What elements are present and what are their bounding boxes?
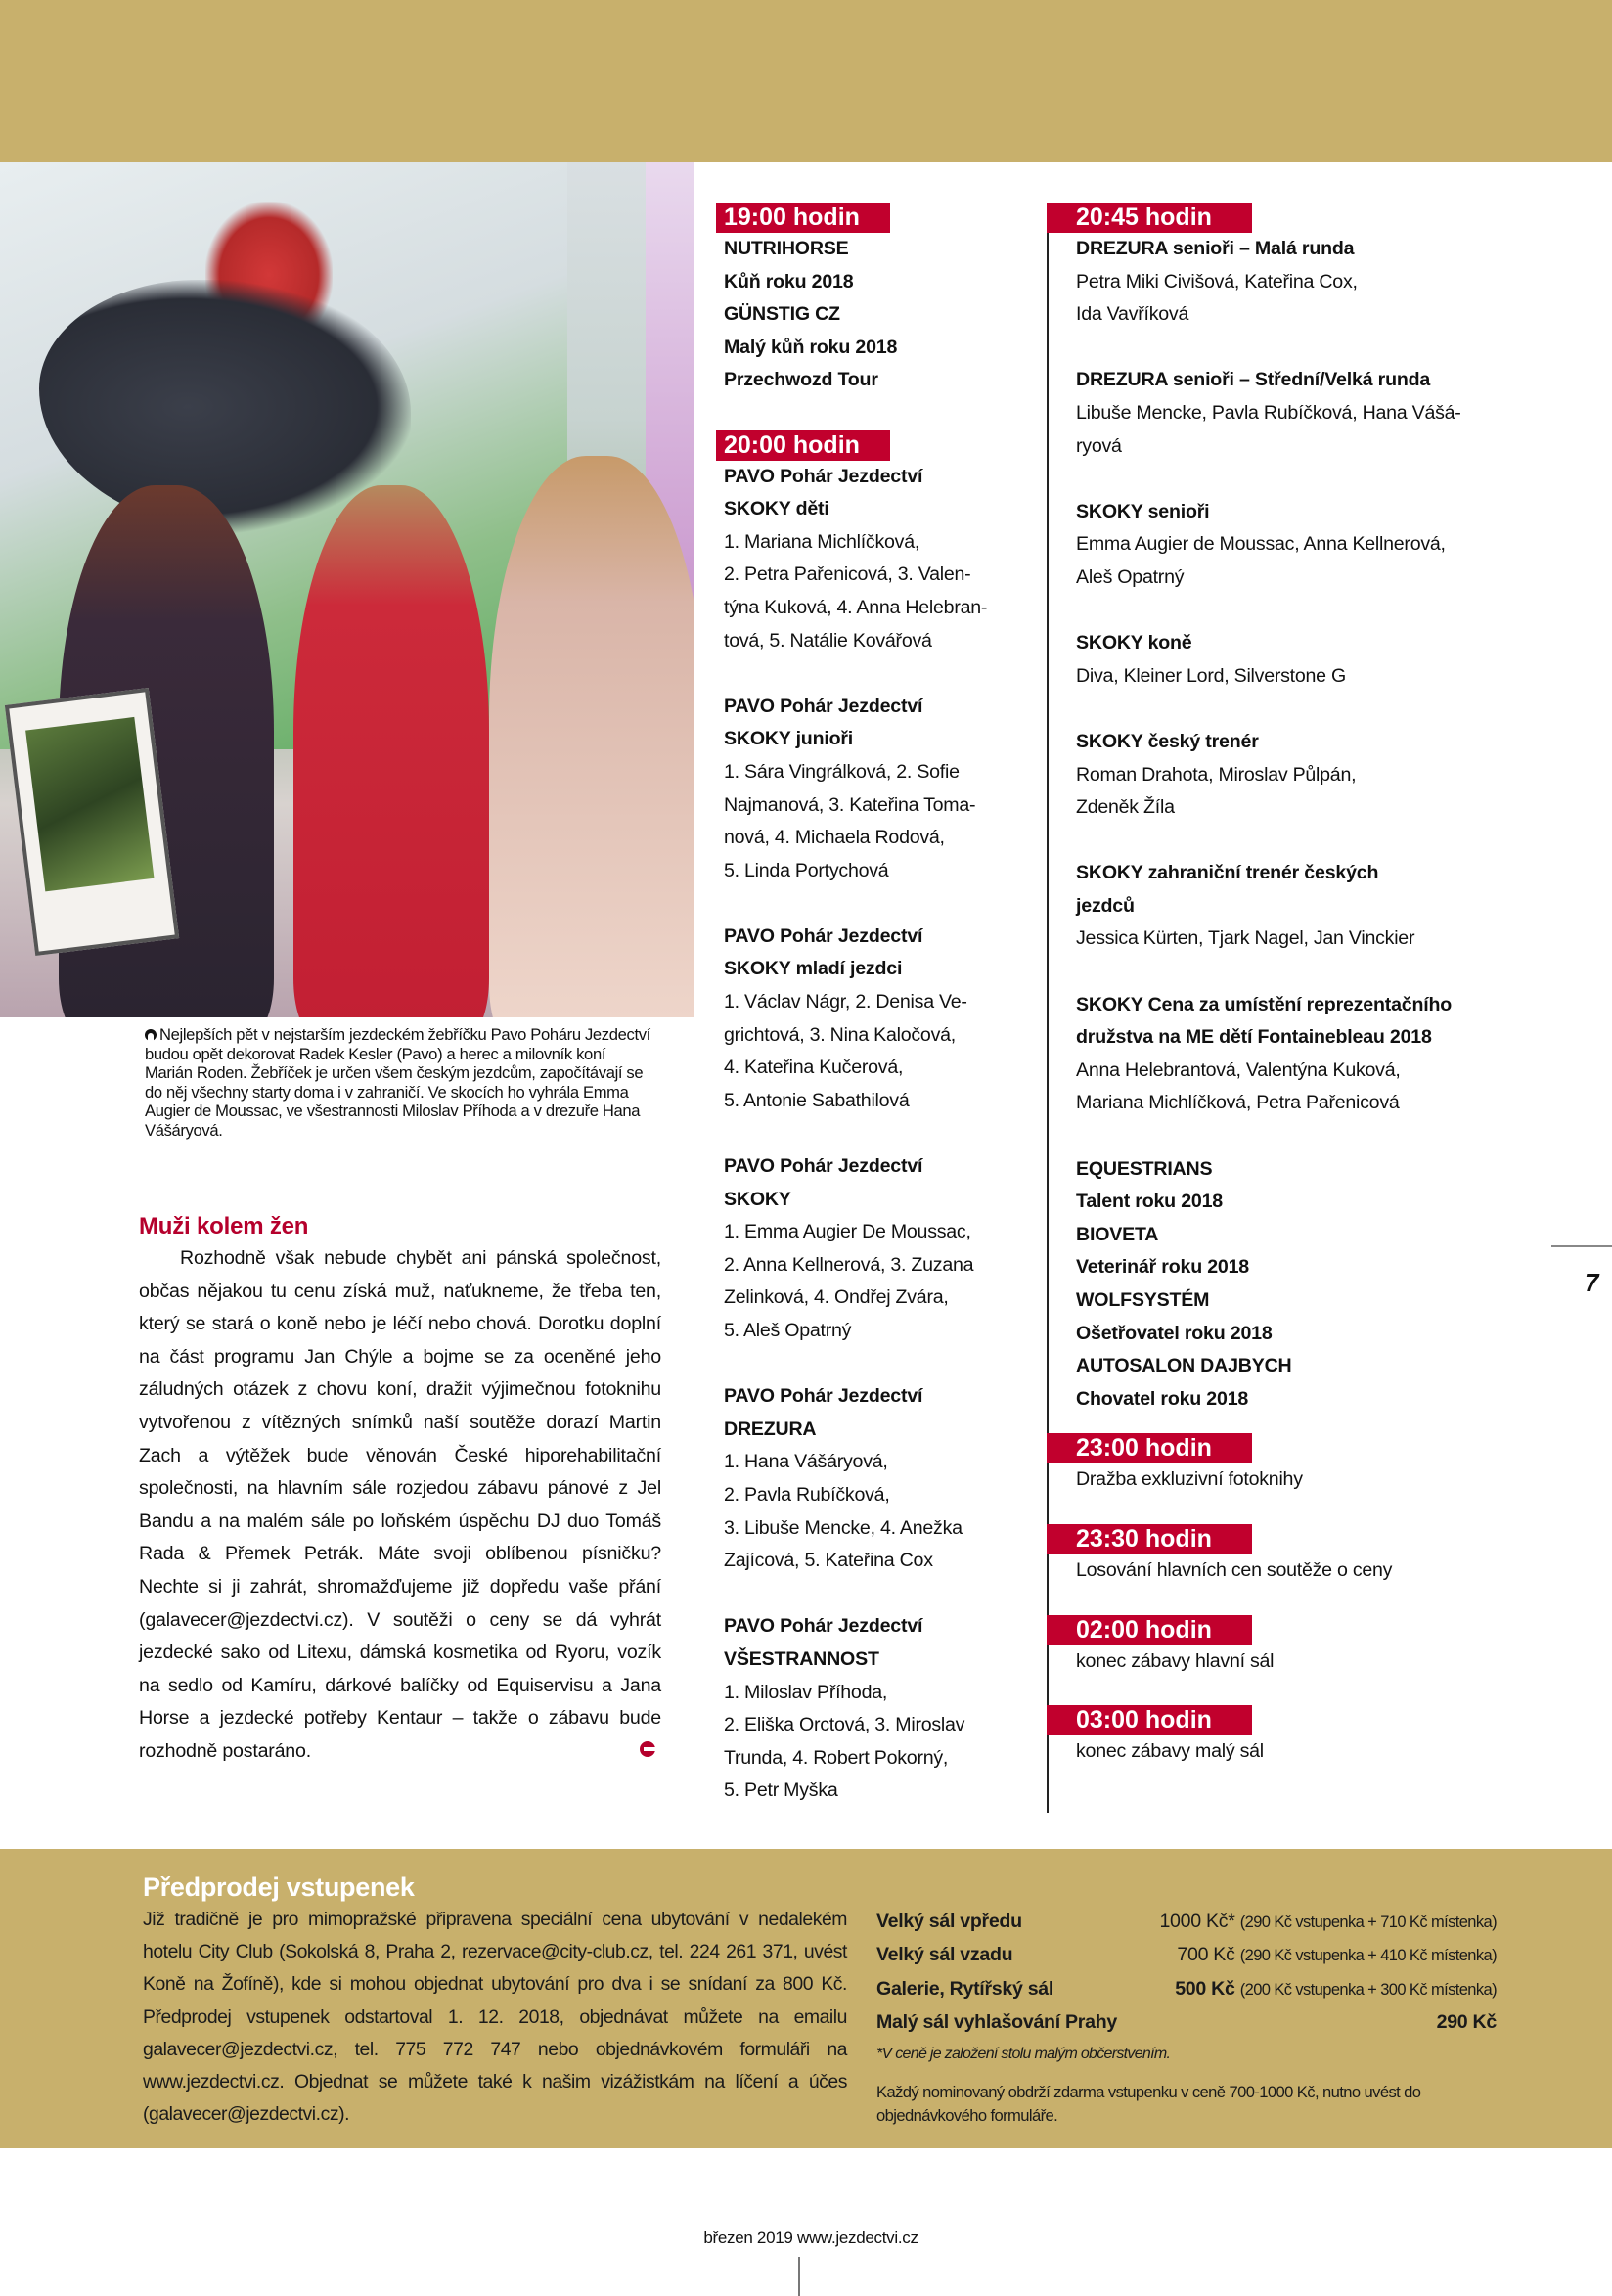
award-nominees: Petra Miki Civišová, Kateřina Cox,: [1076, 270, 1358, 293]
award-nominees: 1. Miloslav Příhoda,: [724, 1681, 888, 1703]
award-nominees: Dražba exkluzivní fotoknihy: [1076, 1468, 1303, 1491]
award-nominees: ryová: [1076, 434, 1122, 457]
hall-price: [1437, 2006, 1497, 2039]
caption-text: Nejlepších pět v nejstarším jezdeckém žebříčku Pavo Poháru Jezdectví budou opět dekorovat Radek Kesler (Pavo) a herec a milovník koní Marián Roden. Žebříček je určen všem českým jezdcům, započítávají se do něj všechny starty doma i v zahraničí. Ve skocích ho vyhrála Emma Augier de Moussac, ve všestrannosti Miloslav Příhoda a v drezuře Hana Vášáryová.: [145, 1025, 650, 1140]
award-nominees: Najmanová, 3. Kateřina Toma-: [724, 793, 976, 816]
award-block: [724, 691, 1047, 888]
award-nominees: konec zábavy malý sál: [1076, 1740, 1264, 1763]
award-title: AUTOSALON DAJBYCH: [1076, 1355, 1292, 1377]
person-center: [293, 485, 489, 1017]
award-block: [1076, 1735, 1526, 1769]
award-block: [1076, 1463, 1526, 1497]
award-block: [1076, 627, 1526, 693]
award-title: BIOVETA: [1076, 1223, 1159, 1245]
award-block: [1076, 496, 1526, 595]
article: [139, 1213, 661, 1769]
time-badge: 02:00 hodin: [1047, 1615, 1252, 1645]
award-block: [1076, 989, 1526, 1120]
award-block: [1076, 1645, 1526, 1679]
person-right: [489, 456, 694, 1017]
award-block: [1076, 233, 1526, 332]
award-nominees: nová, 4. Michaela Rodová,: [724, 827, 945, 849]
award-title: SKOKY český trenér: [1076, 730, 1259, 752]
award-title: PAVO Pohár Jezdectví: [724, 924, 923, 947]
award-nominees: 2. Pavla Rubíčková,: [724, 1483, 890, 1506]
award-title: SKOKY mladí jezdci: [724, 958, 903, 980]
award-block: [724, 921, 1047, 1118]
award-nominees: Mariana Michlíčková, Petra Pařenicová: [1076, 1092, 1400, 1114]
price-amount: 700 Kč: [1177, 1944, 1235, 1966]
award-nominees: 2. Anna Kellnerová, 3. Zuzana: [724, 1253, 974, 1276]
award-nominees: Anna Helebrantová, Valentýna Kuková,: [1076, 1058, 1401, 1081]
award-nominees: Libuše Mencke, Pavla Rubíčková, Hana Vášá-: [1076, 401, 1461, 424]
award-block: [1076, 364, 1526, 463]
time-badge: 19:00 hodin: [716, 203, 890, 233]
page-footer: [0, 2228, 1612, 2248]
award-nominees: 5. Linda Portychová: [724, 859, 889, 881]
framed-picture-image: [25, 717, 154, 891]
award-title: DREZURA senioři – Střední/Velká runda: [1076, 369, 1431, 391]
award-nominees: 3. Libuše Mencke, 4. Anežka: [724, 1516, 963, 1539]
time-badge: 23:30 hodin: [1047, 1524, 1252, 1554]
schedule-slot: [1076, 1615, 1526, 1679]
award-block: [1076, 1153, 1526, 1417]
price-row: [876, 2006, 1497, 2039]
award-title: SKOKY zahraniční trenér českých: [1076, 862, 1379, 884]
price-list: [876, 1906, 1497, 2128]
award-nominees: Losování hlavních cen soutěže o ceny: [1076, 1558, 1393, 1581]
page-number: 7: [1585, 1268, 1599, 1297]
award-title: GÜNSTIG CZ: [724, 303, 840, 326]
price-amount: 1000 Kč*: [1159, 1911, 1235, 1932]
award-nominees: Aleš Opatrný: [1076, 565, 1185, 588]
award-block: [724, 1150, 1047, 1348]
award-title: Przechwozd Tour: [724, 369, 878, 391]
time-badge: 23:00 hodin: [1047, 1433, 1252, 1463]
award-title: SKOKY senioři: [1076, 500, 1210, 522]
top-gold-band: [0, 0, 1612, 162]
award-title: DREZURA senioři – Malá runda: [1076, 238, 1355, 259]
price-breakdown: (200 Kč vstupenka + 300 Kč místenka): [1239, 1980, 1497, 1999]
hall-price: [1159, 1906, 1497, 1939]
price-amount: 500 Kč: [1175, 1977, 1235, 2000]
price-row: [876, 1906, 1497, 1939]
award-block: [724, 1380, 1047, 1578]
award-title: PAVO Pohár Jezdectví: [724, 465, 923, 487]
award-title: PAVO Pohár Jezdectví: [724, 1615, 923, 1638]
schedule-slot: [1076, 1433, 1526, 1497]
award-nominees: Roman Drahota, Miroslav Půlpán,: [1076, 763, 1357, 786]
award-title: družstva na ME dětí Fontainebleau 2018: [1076, 1026, 1432, 1049]
event-photo: [0, 162, 694, 1017]
award-title: Veterinář roku 2018: [1076, 1256, 1250, 1279]
award-nominees: 2. Eliška Orctová, 3. Miroslav: [724, 1714, 965, 1736]
award-nominees: 1. Emma Augier De Moussac,: [724, 1221, 971, 1243]
presale-section: [143, 1872, 847, 2131]
price-amount: 290 Kč: [1436, 2011, 1497, 2034]
schedule-slot: [1076, 203, 1526, 1416]
award-nominees: 5. Petr Myška: [724, 1779, 838, 1802]
award-nominees: Emma Augier de Moussac, Anna Kellnerová,: [1076, 533, 1446, 556]
award-nominees: Zdeněk Žíla: [1076, 796, 1175, 819]
award-nominees: Ida Vavříková: [1076, 303, 1189, 326]
time-badge: 20:45 hodin: [1047, 203, 1252, 233]
award-title: VŠESTRANNOST: [724, 1647, 879, 1670]
award-title: NUTRIHORSE: [724, 238, 849, 259]
price-note: *V ceně je založení stolu malým občerstvením.: [876, 2045, 1171, 2062]
award-nominees: Trunda, 4. Robert Pokorný,: [724, 1746, 949, 1769]
presale-body: Již tradičně je pro mimopražské připravena speciální cena ubytování v nedalekém hotelu City Club (Sokolská 8, Praha 2, rezervace@city-club.cz, tel. 224 261 371, uvést Koně na Žofíně), kde si mohou objednat ubytování pro dva i se snídaní za 800 Kč. Předprodej vstupenek odstartoval 1. 12. 2018, objednávat můžete na emailu galavecer@jezdectvi.cz, tel. 775 772 747 nebo objednávkovém formuláři na www.jezdectvi.cz. Objednat se můžete také k našim vizážistkám na líčení a účes (galavecer@jezdectvi.cz).: [143, 1909, 847, 2126]
article-body: Rozhodně však nebude chybět ani pánská společnost, občas nějakou tu cenu získá muž, naťukneme, že třeba ten, který se stará o koně nebo je léčí nebo chová. Dorotku doplní na část programu Jan Chýle a bojme se za oceněné jeho záludných otázek z chovu koní, dražit výjimečnou fotoknihu vytvořenou z vítězných snímků naší soutěže dorazí Martin Zach a výtěžek bude věnován České hiporehabilitační společnosti, na hlavním sále rozjedou zábavu pánové z Jel Bandu a na malém sále po loňském úspěchu DJ duo Tomáš Rada & Přemek Petrák. Máte svoji oblíbenou písničku? Nechte si ji zahrát, shromažďujeme již dopředu vaše přání (galavecer@jezdectvi.cz). V soutěži o ceny se dá vyhrát jezdecké sako od Litexu, dámská kosmetika od Ryoru, vozík na sedlo od Kamíru, dárkové balíčky od Equiservisu a Jana Horse a jezdecké potřeby Kentaur – takže o zábavu bude rozhodně postaráno.: [139, 1247, 661, 1762]
award-title: jezdců: [1076, 894, 1135, 917]
award-nominees: 1. Mariana Michlíčková,: [724, 530, 920, 553]
hall-name: Velký sál vpředu: [876, 1911, 1022, 1932]
award-nominees: 4. Kateřina Kučerová,: [724, 1057, 904, 1079]
award-title: WOLFSYSTÉM: [1076, 1289, 1210, 1311]
award-nominees: 2. Petra Pařenicová, 3. Valen-: [724, 563, 971, 586]
award-nominees: grichtová, 3. Nina Kaločová,: [724, 1023, 956, 1046]
footer-text: březen 2019 www.jezdectvi.cz: [703, 2228, 918, 2247]
award-nominees: 5. Aleš Opatrný: [724, 1320, 852, 1341]
award-title: PAVO Pohár Jezdectví: [724, 1385, 923, 1408]
price-breakdown: (290 Kč vstupenka + 710 Kč místenka): [1239, 1913, 1497, 1931]
schedule-slot: [724, 430, 1047, 1808]
award-nominees: Diva, Kleiner Lord, Silverstone G: [1076, 664, 1346, 687]
award-nominees: 1. Sára Vingrálková, 2. Sofie: [724, 760, 960, 783]
hall-name: Galerie, Rytířský sál: [876, 1977, 1054, 2000]
award-nominees: tová, 5. Natálie Kovářová: [724, 629, 932, 652]
schedule-slot: [724, 203, 1047, 397]
award-nominees: 1. Hana Vášáryová,: [724, 1451, 888, 1473]
hall-name: Malý sál vyhlašování Prahy: [876, 2011, 1117, 2034]
award-title: SKOKY Cena za umístění reprezentačního: [1076, 993, 1453, 1015]
award-block: [1076, 726, 1526, 825]
award-title: Kůň roku 2018: [724, 270, 854, 293]
column-divider: [1047, 206, 1049, 1813]
award-block: [1076, 857, 1526, 956]
award-title: Malý kůň roku 2018: [724, 336, 898, 358]
hall-name: Velký sál vzadu: [876, 1944, 1013, 1966]
award-nominees: Zajícová, 5. Kateřina Cox: [724, 1550, 933, 1572]
award-block: [724, 233, 1047, 397]
award-nominees: Jessica Kürten, Tjark Nagel, Jan Vinckier: [1076, 927, 1415, 950]
award-title: Ošetřovatel roku 2018: [1076, 1322, 1273, 1344]
award-title: SKOKY: [724, 1188, 791, 1210]
hall-price: [1175, 1973, 1497, 2006]
award-nominees: týna Kuková, 4. Anna Helebran-: [724, 596, 988, 618]
award-title: SKOKY junioři: [724, 728, 854, 750]
award-title: Chovatel roku 2018: [1076, 1387, 1249, 1410]
presale-heading: Předprodej vstupenek: [143, 1872, 415, 1902]
price-row: [876, 1939, 1497, 1972]
award-nominees: 5. Antonie Sabathilová: [724, 1089, 910, 1111]
award-block: [1076, 1554, 1526, 1588]
award-nominees: Zelinková, 4. Ondřej Zvára,: [724, 1286, 949, 1309]
footer-rule: [798, 2257, 800, 2296]
award-title: DREZURA: [724, 1418, 817, 1440]
schedule-slot: [1076, 1524, 1526, 1588]
award-title: PAVO Pohár Jezdectví: [724, 695, 923, 717]
award-title: EQUESTRIANS: [1076, 1157, 1213, 1180]
award-nominees: konec zábavy hlavní sál: [1076, 1649, 1275, 1672]
free-ticket-note: Každý nominovaný obdrží zdarma vstupenku v ceně 700-1000 Kč, nutno uvést do objednávkového formuláře.: [876, 2082, 1421, 2125]
schedule-column-left: [724, 203, 1047, 1841]
award-title: Talent roku 2018: [1076, 1191, 1223, 1213]
award-title: SKOKY koně: [1076, 632, 1192, 654]
award-title: SKOKY děti: [724, 498, 829, 520]
award-block: [724, 461, 1047, 658]
award-block: [724, 1610, 1047, 1808]
time-badge: 20:00 hodin: [716, 430, 890, 461]
page-number-rule: [1551, 1245, 1612, 1247]
photo-caption: [145, 1025, 653, 1141]
price-row: [876, 1973, 1497, 2006]
framed-picture: [5, 688, 179, 956]
award-nominees: 1. Václav Nágr, 2. Denisa Ve-: [724, 991, 967, 1013]
arrow-up-icon: [145, 1029, 157, 1041]
end-of-article-icon: [640, 1741, 657, 1757]
schedule-slot: [1076, 1705, 1526, 1769]
award-title: PAVO Pohár Jezdectví: [724, 1155, 923, 1178]
hall-price: [1177, 1939, 1497, 1972]
schedule-column-right: [1076, 203, 1526, 1796]
price-breakdown: (290 Kč vstupenka + 410 Kč místenka): [1239, 1947, 1497, 1965]
article-heading: Muži kolem žen: [139, 1213, 309, 1239]
time-badge: 03:00 hodin: [1047, 1705, 1252, 1735]
